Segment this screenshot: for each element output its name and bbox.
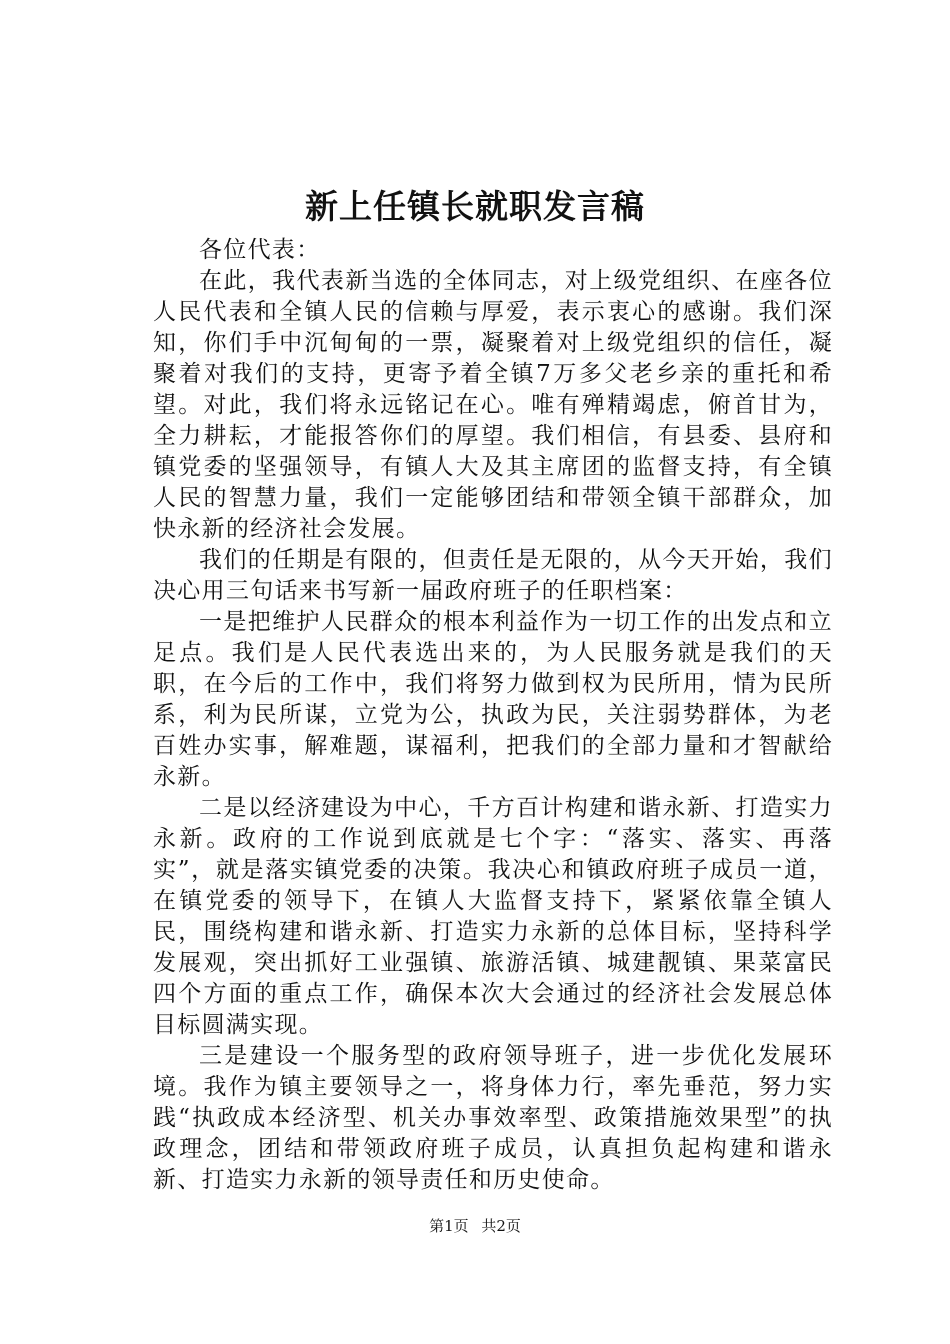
page-number-current: 第1页	[429, 1217, 469, 1235]
paragraph: 二是以经济建设为中心，千方百计构建和谐永新、打造实力永新。政府的工作说到底就是七个字：“落实、落实、再落实”，就是落实镇党委的决策。我决心和镇政府班子成员一道，在镇党委的领导下，在镇人大监督支持下，紧紧依靠全镇人民，围绕构建和谐永新、打造实力永新的总体目标，坚持科学发展观，突出抓好工业强镇、旅游活镇、城建靓镇、果菜富民四个方面的重点工作，确保本次大会通过的经济社会发展总体目标圆满实现。	[153, 795, 833, 1038]
document-title: 新上任镇长就职发言稿	[305, 187, 645, 226]
salutation: 各位代表：	[199, 237, 321, 263]
paragraph: 三是建设一个服务型的政府领导班子，进一步优化发展环境。我作为镇主要领导之一，将身体力行，率先垂范，努力实践“执政成本经济型、机关办事效率型、政策措施效果型”的执政理念，团结和带领政府班子成员，认真担负起构建和谐永新、打造实力永新的领导责任和历史使命。	[153, 1043, 833, 1193]
paragraph: 一是把维护人民群众的根本利益作为一切工作的出发点和立足点。我们是人民代表选出来的，为人民服务就是我们的天职，在今后的工作中，我们将努力做到权为民所用，情为民所系，利为民所谋，立党为公，执政为民，关注弱势群体，为老百姓办实事，解难题，谋福利，把我们的全部力量和才智献给永新。	[153, 609, 833, 790]
paragraph: 我们的任期是有限的，但责任是无限的，从今天开始，我们决心用三句话来书写新一届政府班子的任职档案：	[153, 547, 833, 604]
paragraph: 在此，我代表新当选的全体同志，对上级党组织、在座各位人民代表和全镇人民的信赖与厚爱，表示衷心的感谢。我们深知，你们手中沉甸甸的一票，凝聚着对上级党组织的信任，凝聚着对我们的支持，更寄予着全镇7万多父老乡亲的重托和希望。对此，我们将永远铭记在心。唯有殚精竭虑，俯首甘为，全力耕耘，才能报答你们的厚望。我们相信，有县委、县府和镇党委的坚强领导，有镇人大及其主席团的监督支持，有全镇人民的智慧力量，我们一定能够团结和带领全镇干部群众，加快永新的经济社会发展。	[153, 268, 833, 542]
document-body	[153, 235, 833, 1196]
page-number-total: 共2页	[481, 1217, 521, 1235]
page-footer	[0, 1216, 950, 1236]
